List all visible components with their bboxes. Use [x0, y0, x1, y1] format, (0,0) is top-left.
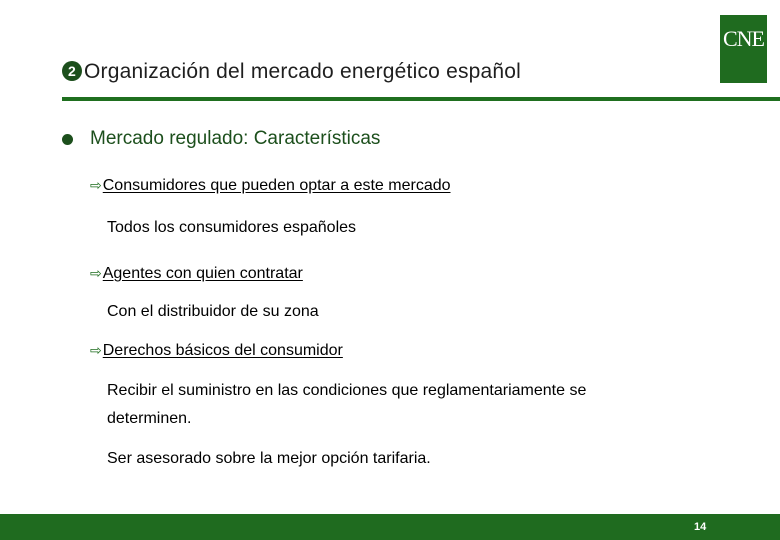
arrow-right-icon: ⇨ — [90, 177, 102, 193]
detail-agents: Con el distribuidor de su zona — [107, 303, 319, 320]
title-divider — [62, 97, 780, 101]
sub-item-label: Derechos básicos del consumidor — [102, 342, 343, 359]
footer-bar — [0, 514, 780, 540]
title-text: Organización del mercado energético español — [84, 60, 522, 83]
detail-rights-advice: Ser asesorado sobre la mejor opción tarifaria. — [107, 450, 431, 467]
detail-consumers: Todos los consumidores españoles — [107, 219, 357, 236]
sub-item-label: Agentes con quien contratar — [102, 265, 303, 282]
detail-rights-supply: Recibir el suministro en las condiciones que reglamentariamente se determinen. — [107, 382, 587, 427]
section-heading: Mercado regulado: Características — [90, 128, 381, 149]
sub-item-label: Consumidores que pueden optar a este mercado — [102, 177, 451, 194]
sub-item-agents — [90, 265, 303, 283]
arrow-right-icon: ⇨ — [90, 342, 102, 358]
arrow-right-icon: ⇨ — [90, 265, 102, 281]
slide-title — [62, 60, 521, 84]
bullet-dot-icon — [62, 134, 73, 145]
sub-item-rights — [90, 342, 343, 360]
cne-logo: CNE — [720, 15, 767, 83]
title-number-badge: 2 — [62, 61, 82, 81]
page-number: 14 — [694, 521, 707, 533]
sub-item-consumers — [90, 177, 451, 195]
